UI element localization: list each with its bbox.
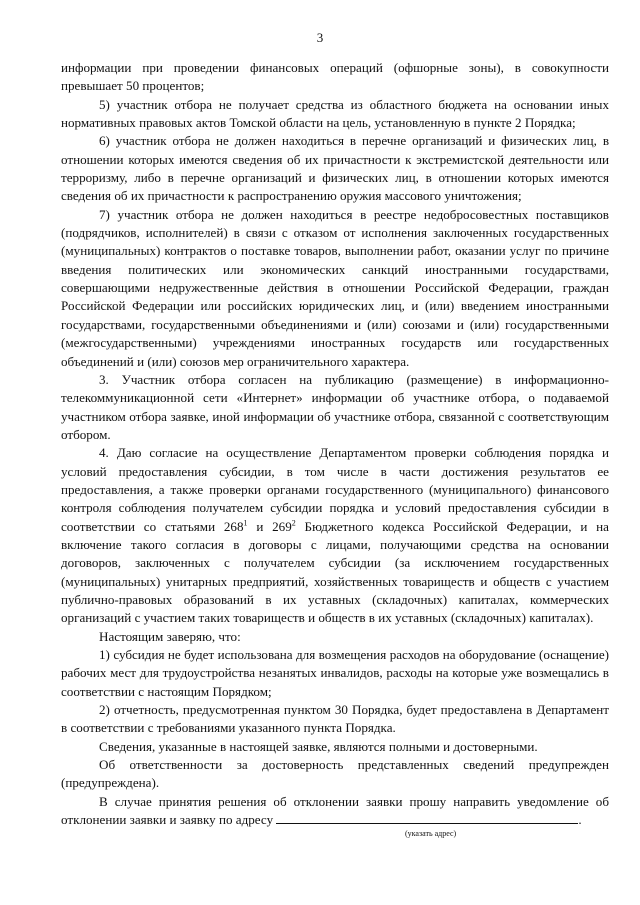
paragraph-item-6: 6) участник отбора не должен находиться в перечне организаций и физических лиц, в отношении которых имеются сведения об их причастности к экстремистской деятельности или терроризму, либо в перечне организаций и физических лиц, в отношении которых имеются сведения об их причастности к распространению оружия массового уничтожения;: [61, 133, 609, 204]
paragraph-continuation: информации при проведении финансовых операций (офшорные зоны), в совокупности превышает 50 процентов;: [61, 60, 609, 94]
sentence-end: .: [578, 812, 582, 828]
paragraph-item-7: 7) участник отбора не должен находиться в реестре недобросовестных поставщиков (подрядчиков, исполнителей) в связи с отказом от исполнения заключенных государственных (муниципальных) контрактов о поставке товаров, выполнении работ, оказании услуг по причине введения политических или экономических санкций иностранными государствами, совершающими недружественные действия в отношении Российской Федерации, граждан Российской Федерации или российских юридических лиц, и (или) введением иностранными государствами, государственными объединениями и (или) союзами и (или) государственными (межгосударственными) учреждениями иностранных государств или государственных объединений и (или) союзов мер ограничительного характера.: [61, 206, 609, 369]
paragraph-assurance-1: 1) субсидия не будет использована для возмещения расходов на оборудование (оснащение) рабочих мест для трудоустройства незанятых инвалидов, расходы на которые уже возмещались в соответствии с настоящим Порядком;: [61, 647, 609, 699]
paragraph-item-5: 5) участник отбора не получает средства из областного бюджета на основании иных нормативных правовых актов Томской области на цель, установленную в пункте 2 Порядка;: [61, 96, 609, 131]
paragraph-section-3: 3. Участник отбора согласен на публикацию (размещение) в информационно-телекоммуникационной сети «Интернет» информации об участнике отбора, о подаваемой участником отбора заявке, иной информации об участнике отбора, связанной с соответствующим отбором.: [61, 371, 609, 442]
section-4-text-mid: и 269: [247, 518, 292, 534]
address-hint: (указать адрес): [405, 829, 457, 838]
paragraph-section-4: [61, 444, 609, 627]
paragraph-rejection-notice: [61, 793, 609, 830]
rejection-notice-text: В случае принятия решения об отклонении заявки прошу направить уведомление об отклонении заявки и заявку по адресу: [61, 793, 609, 828]
document-body: [61, 59, 609, 829]
paragraph-responsibility: Об ответственности за достоверность представленных сведений предупрежден (предупреждена).: [61, 757, 609, 791]
page-number: 3: [316, 30, 324, 45]
superscript-2: 2: [291, 518, 296, 528]
superscript-1: 1: [243, 518, 248, 528]
paragraph-assurance-2: 2) отчетность, предусмотренная пунктом 30 Порядка, будет предоставлена в Департамент в соответствии с требованиями указанного пункта Порядка.: [61, 702, 609, 736]
paragraph-assurance-intro: Настоящим заверяю, что:: [99, 628, 241, 644]
address-blank-line[interactable]: [276, 811, 578, 824]
section-4-text-start: 4. Даю согласие на осуществление Департаментом проверки соблюдения порядка и условий предоставления субсидии, в том числе в части достижения результатов ее предоставления, а также проверки органами государственного (муниципального) финансового контроля соблюдения получателем субсидии порядка и условий предоставления субсидии в соответствии со статьями 268: [61, 445, 609, 534]
section-4-text-end: Бюджетного кодекса Российской Федерации, и на включение такого согласия в договоры с лицами, получающими средства на основании договоров, заключенных с получателем субсидии (за исключением государственных (муниципальных) унитарных предприятий, хозяйственных товариществ и обществ с участием публично-правовых образований в их уставных (складочных) капиталах, коммерческих организаций с участием таких товариществ и обществ в их уставных (складочных) капиталах).: [61, 518, 609, 626]
paragraph-completeness: Сведения, указанные в настоящей заявке, являются полными и достоверными.: [99, 738, 538, 754]
